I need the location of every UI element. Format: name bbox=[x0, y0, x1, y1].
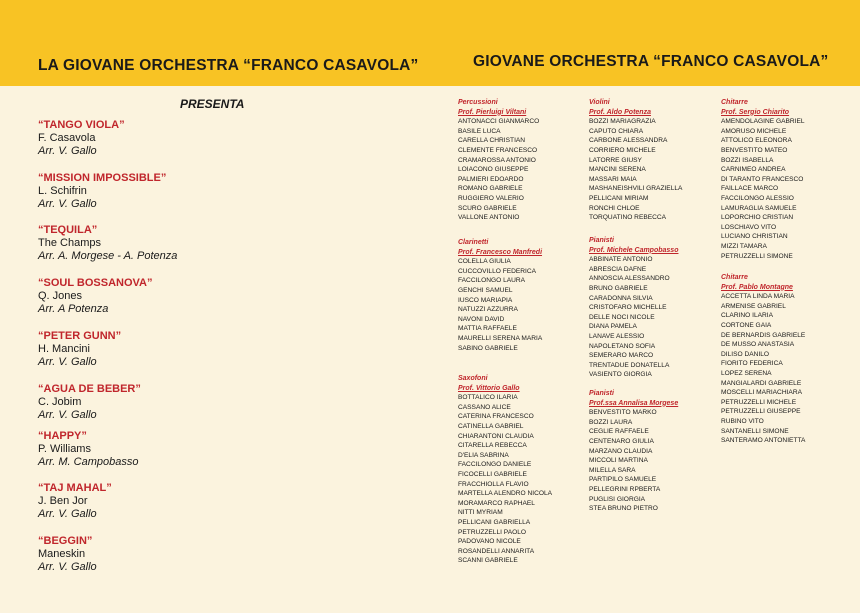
section-member: CRAMAROSSA ANTONIO bbox=[458, 156, 536, 164]
section-professor: Prof. Francesco Manfredi bbox=[458, 248, 543, 256]
section-member: RONCHI CHLOE bbox=[589, 204, 640, 212]
section-member: CUCCOVILLO FEDERICA bbox=[458, 267, 537, 275]
section-member: FACCILONGO ALESSIO bbox=[721, 194, 794, 202]
section-member: COLELLA GIULIA bbox=[458, 258, 511, 266]
section-member: FICOCELLI GABRIELE bbox=[458, 470, 527, 478]
section-member: BRUNO GABRIELE bbox=[589, 284, 648, 292]
piece-arranger: Arr. V. Gallo bbox=[38, 561, 97, 573]
piece-composer: Q. Jones bbox=[38, 290, 83, 302]
section-member: CLARINO ILARIA bbox=[721, 312, 774, 320]
section-member: PELLICANI MIRIAM bbox=[589, 194, 649, 202]
section-member: MOSCELLI MARIACHIARA bbox=[721, 389, 802, 397]
section-member: MICCOLI MARTINA bbox=[589, 457, 648, 465]
section-professor: Prof. Michele Campobasso bbox=[589, 246, 679, 254]
piece-title: “PETER GUNN” bbox=[38, 330, 122, 342]
section-chitarre-montagne bbox=[721, 273, 851, 446]
section-member: GENCHI SAMUEL bbox=[458, 286, 513, 294]
section-member: LUCIANO CHRISTIAN bbox=[721, 233, 788, 241]
section-professor: Prof. Pierluigi Viltani bbox=[458, 108, 527, 116]
section-member: LAMURAGLIA SAMUELE bbox=[721, 204, 797, 212]
section-member: RUBINO VITO bbox=[721, 417, 764, 425]
piece-title: “BEGGIN” bbox=[38, 535, 93, 547]
section-member: BASILE LUCA bbox=[458, 127, 501, 135]
section-member: FRACCHIOLLA FLAVIO bbox=[458, 480, 529, 488]
section-instrument: Chitarre bbox=[721, 99, 748, 106]
piece-arranger: Arr. V. Gallo bbox=[38, 198, 97, 210]
section-pianisti-campobasso bbox=[589, 236, 719, 380]
piece-arranger: Arr. A Potenza bbox=[38, 303, 109, 315]
section-member: NITTI MYRIAM bbox=[458, 509, 503, 517]
section-saxofoni bbox=[458, 374, 588, 566]
section-member: CLEMENTE FRANCESCO bbox=[458, 146, 538, 154]
section-member: D'ELIA SABRINA bbox=[458, 451, 509, 459]
section-member: SABINO GABRIELE bbox=[458, 344, 518, 352]
section-member: MILELLA SARA bbox=[589, 466, 636, 474]
section-member: MANCINI SERENA bbox=[589, 166, 646, 174]
section-member: NATUZZI AZZURRA bbox=[458, 306, 518, 314]
piece-arranger: Arr. M. Campobasso bbox=[38, 456, 139, 468]
piece-title: “TEQUILA” bbox=[38, 224, 98, 236]
section-member: BENVESTITO MARKO bbox=[589, 409, 657, 417]
section-member: FACCILONGO DANIELE bbox=[458, 461, 532, 469]
section-member: PELLICANI GABRIELLA bbox=[458, 518, 531, 526]
section-member: DE BERNARDIS GABRIELE bbox=[721, 331, 806, 339]
section-member: MARZANO CLAUDIA bbox=[589, 447, 653, 455]
programme-label: PRESENTA bbox=[180, 97, 245, 111]
piece-arranger: Arr. V. Gallo bbox=[38, 409, 97, 421]
section-member: CARADONNA SILVIA bbox=[589, 294, 653, 302]
section-member: SCANNI GABRIELE bbox=[458, 557, 518, 565]
section-member: LATORRE GIUSY bbox=[589, 156, 642, 164]
section-member: SEMERARO MARCO bbox=[589, 352, 654, 360]
section-member: ANTONACCI GIANMARCO bbox=[458, 118, 540, 126]
piece-title: “SOUL BOSSANOVA” bbox=[38, 277, 153, 289]
section-professor: Prof. Aldo Potenza bbox=[589, 108, 651, 116]
section-member: BOZZI ISABELLA bbox=[721, 156, 774, 164]
programme-piece bbox=[38, 172, 166, 211]
section-pianisti-morgese bbox=[589, 389, 719, 514]
piece-title: “TAJ MAHAL” bbox=[38, 482, 112, 494]
programme-piece bbox=[38, 119, 125, 158]
section-instrument: Chitarre bbox=[721, 274, 748, 281]
section-member: CORRIERO MICHELE bbox=[589, 146, 656, 154]
section-member: VASIENTO GIORGIA bbox=[589, 371, 652, 379]
section-member: DE MUSSO ANASTASIA bbox=[721, 341, 795, 349]
section-member: PARTIPILO SAMUELE bbox=[589, 476, 657, 484]
section-member: CARELLA CHRISTIAN bbox=[458, 137, 526, 145]
section-member: SCURO GABRIELE bbox=[458, 204, 517, 212]
section-member: CITARELLA REBECCA bbox=[458, 442, 527, 450]
section-percussioni bbox=[458, 98, 588, 223]
section-member: CARNIMEO ANDREA bbox=[721, 166, 786, 174]
section-professor: Prof. Vittorio Gallo bbox=[458, 384, 520, 392]
section-member: PELLEGRINI RPBERTA bbox=[589, 485, 661, 493]
piece-composer: P. Williams bbox=[38, 443, 91, 455]
section-member: ANNOSCIA ALESSANDRO bbox=[589, 275, 670, 283]
section-member: AMENDOLAGINE GABRIEL bbox=[721, 118, 805, 126]
programme-piece bbox=[38, 383, 141, 422]
section-member: ROMANO GABRIELE bbox=[458, 185, 523, 193]
piece-title: “TANGO VIOLA” bbox=[38, 119, 125, 131]
section-instrument: Clarinetti bbox=[458, 239, 489, 246]
section-member: PADOVANO NICOLE bbox=[458, 538, 521, 546]
section-member: BOZZI MARIAGRAZIA bbox=[589, 118, 656, 126]
section-member: IUSCO MARIAPIA bbox=[458, 296, 513, 304]
section-member: NAVONI DAVID bbox=[458, 315, 505, 323]
section-instrument: Percussioni bbox=[458, 99, 498, 106]
section-member: RUGGIERO VALERIO bbox=[458, 194, 524, 202]
section-member: BOZZI LAURA bbox=[589, 418, 633, 426]
section-professor: Prof.ssa Annalisa Morgese bbox=[589, 399, 679, 407]
piece-composer: Maneskin bbox=[38, 548, 86, 560]
section-member: SANTERAMO ANTONIETTA bbox=[721, 437, 806, 445]
section-instrument: Saxofoni bbox=[458, 375, 488, 382]
section-member: MORAMARCO RAPHAEL bbox=[458, 499, 535, 507]
programme-piece bbox=[38, 330, 121, 369]
section-member: BENVESTITO MATEO bbox=[721, 146, 788, 154]
section-member: DI TARANTO FRANCESCO bbox=[721, 175, 804, 183]
piece-arranger: Arr. V. Gallo bbox=[38, 356, 97, 368]
section-chitarre-chiarito bbox=[721, 98, 851, 261]
section-instrument: Violini bbox=[589, 99, 610, 106]
section-member: DILISO DANILO bbox=[721, 350, 770, 358]
section-member: LANAVE ALESSIO bbox=[589, 332, 645, 340]
piece-composer: C. Jobim bbox=[38, 396, 82, 408]
piece-arranger: Arr. V. Gallo bbox=[38, 508, 97, 520]
section-member: CEGLIE RAFFAELE bbox=[589, 428, 649, 436]
section-member: AMORUSO MICHELE bbox=[721, 127, 787, 135]
section-professor: Prof. Pablo Montagne bbox=[721, 283, 793, 291]
section-member: PETRUZZELLI SIMONE bbox=[721, 252, 793, 260]
section-member: FIORITO FEDERICA bbox=[721, 360, 783, 368]
section-instrument: Pianisti bbox=[589, 390, 614, 397]
section-member: VALLONE ANTONIO bbox=[458, 214, 520, 222]
section-member: LOIACONO GIUSEPPE bbox=[458, 166, 529, 174]
programme-piece bbox=[38, 277, 153, 316]
section-member: MIZZI TAMARA bbox=[721, 242, 767, 250]
piece-composer: F. Casavola bbox=[38, 132, 96, 144]
section-member: ACCETTA LINDA MARIA bbox=[721, 293, 795, 301]
section-member: MARTELLA ALENDRO NICOLA bbox=[458, 490, 553, 498]
section-member: LOSCHIAVO VITO bbox=[721, 223, 777, 231]
section-member: TRENTADUE DONATELLA bbox=[589, 361, 670, 369]
section-clarinetti bbox=[458, 238, 588, 353]
section-member: DELLE NOCI NICOLE bbox=[589, 313, 655, 321]
section-member: CHIARANTONI CLAUDIA bbox=[458, 432, 534, 440]
section-member: PETRUZZELLI GIUSEPPE bbox=[721, 408, 801, 416]
programme-piece bbox=[38, 224, 177, 263]
programme-piece bbox=[38, 430, 138, 469]
section-member: SANTANELLI SIMONE bbox=[721, 427, 789, 435]
section-member: MAURELLI SERENA MARIA bbox=[458, 334, 543, 342]
section-member: CATINELLA GABRIEL bbox=[458, 422, 524, 430]
section-member: ARMENISE GABRIEL bbox=[721, 302, 786, 310]
section-member: CARBONE ALESSANDRA bbox=[589, 137, 668, 145]
section-member: CORTONE GAIA bbox=[721, 321, 772, 329]
section-member: MASSARI MAIA bbox=[589, 175, 637, 183]
section-member: MATTIA RAFFAELE bbox=[458, 325, 517, 333]
section-member: BOTTALICO ILARIA bbox=[458, 394, 518, 402]
section-member: FACCILONGO LAURA bbox=[458, 277, 526, 285]
piece-composer: H. Mancini bbox=[38, 343, 90, 355]
section-member: PETRUZZELLI MICHELE bbox=[721, 398, 797, 406]
section-member: ROSANDELLI ANNARITA bbox=[458, 547, 535, 555]
section-violini bbox=[589, 98, 719, 223]
section-member: ATTOLICO ELEONORA bbox=[721, 137, 792, 145]
section-member: TORQUATINO REBECCA bbox=[589, 214, 667, 222]
section-member: FAILLACE MARCO bbox=[721, 185, 779, 193]
section-member: LOPORCHIO CRISTIAN bbox=[721, 214, 794, 222]
section-member: CRISTOFARO MICHELLE bbox=[589, 304, 667, 312]
section-member: MASHANEISHVILI GRAZIELLA bbox=[589, 185, 683, 193]
section-member: LOPEZ SERENA bbox=[721, 369, 772, 377]
piece-title: “AGUA DE BEBER” bbox=[38, 383, 141, 395]
programme-piece bbox=[38, 535, 97, 574]
section-instrument: Pianisti bbox=[589, 237, 614, 244]
section-member: CATERINA FRANCESCO bbox=[458, 413, 534, 421]
section-member: PUGLISI GIORGIA bbox=[589, 495, 646, 503]
section-member: MANGIALARDI GABRIELE bbox=[721, 379, 802, 387]
left-page-title: LA GIOVANE ORCHESTRA “FRANCO CASAVOLA” bbox=[38, 57, 419, 74]
piece-composer: J. Ben Jor bbox=[38, 495, 88, 507]
piece-composer: L. Schifrin bbox=[38, 185, 87, 197]
section-member: CAPUTO CHIARA bbox=[589, 127, 644, 135]
section-member: CASSANO ALICE bbox=[458, 403, 511, 411]
piece-title: “MISSION IMPOSSIBLE” bbox=[38, 172, 167, 184]
right-page-title: GIOVANE ORCHESTRA “FRANCO CASAVOLA” bbox=[473, 53, 829, 70]
piece-arranger: Arr. A. Morgese - A. Potenza bbox=[38, 250, 178, 262]
section-member: NAPOLETANO SOFIA bbox=[589, 342, 656, 350]
piece-title: “HAPPY” bbox=[38, 430, 87, 442]
section-member: CENTENARO GIULIA bbox=[589, 437, 654, 445]
section-member: DIANA PAMELA bbox=[589, 323, 637, 331]
section-member: STEA BRUNO PIETRO bbox=[589, 505, 658, 513]
section-member: ABRESCIA DAFNE bbox=[589, 265, 647, 273]
programme-piece bbox=[38, 482, 112, 521]
section-member: PETRUZZELLI PAOLO bbox=[458, 528, 527, 536]
piece-arranger: Arr. V. Gallo bbox=[38, 145, 97, 157]
section-member: ABBINATE ANTONIO bbox=[589, 256, 653, 264]
piece-composer: The Champs bbox=[38, 237, 101, 249]
section-professor: Prof. Sergio Chiarito bbox=[721, 108, 790, 116]
section-member: PALMIERI EDOARDO bbox=[458, 175, 524, 183]
